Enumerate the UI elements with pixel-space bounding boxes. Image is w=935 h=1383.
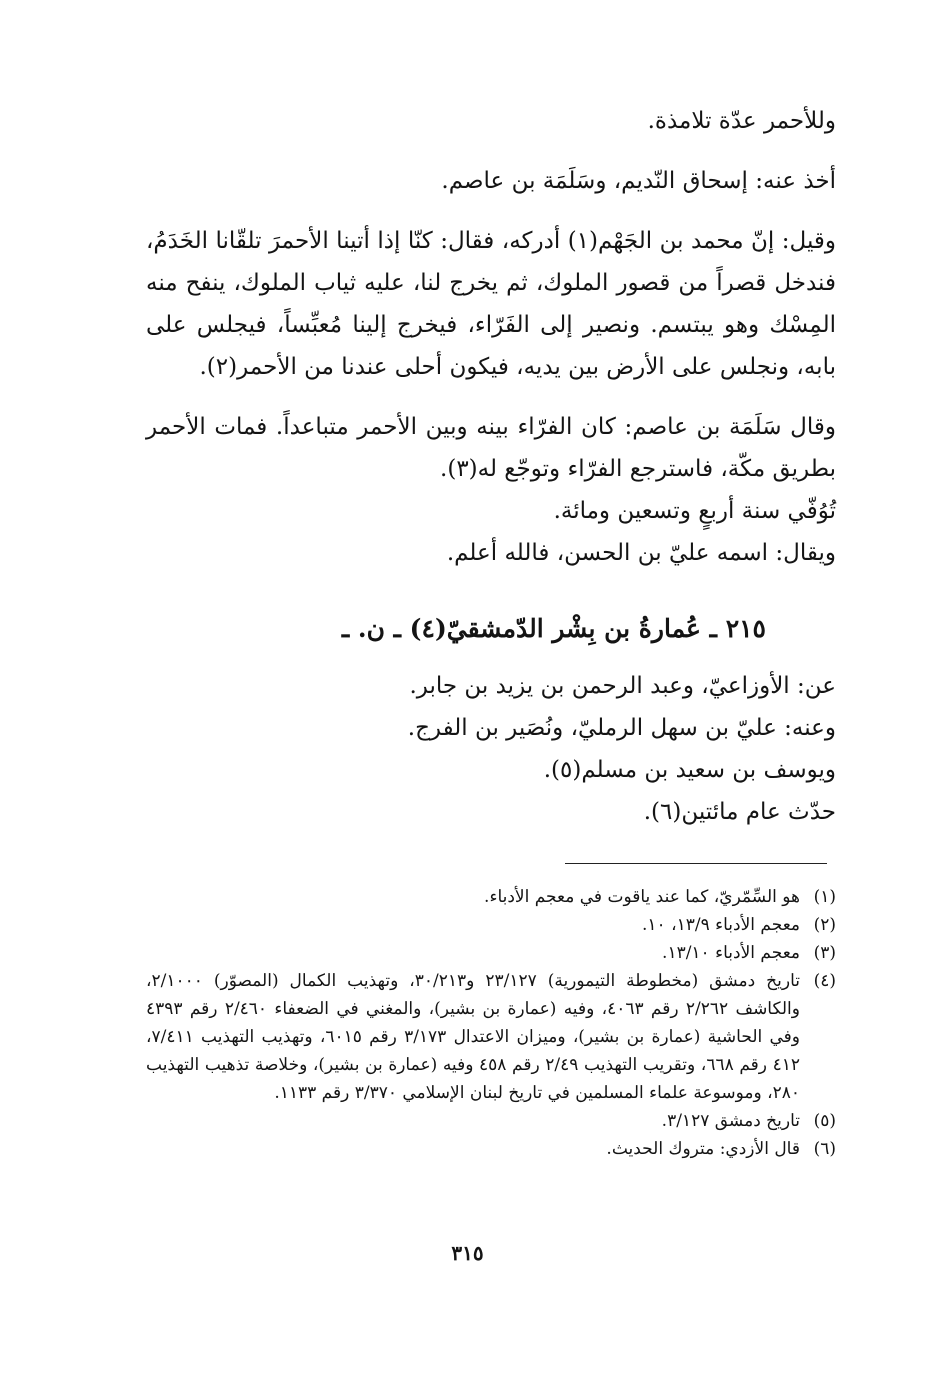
footnote-number: (١) — [813, 887, 836, 907]
footnote-divider — [565, 863, 827, 864]
paragraph-name-note: ويقال: اسمه عليّ بن الحسن، فالله أعلم. — [446, 540, 836, 566]
footnote-text: تاريخ دمشق ٣/١٢٧. — [661, 1111, 800, 1131]
entry-line-from: عن: الأوزاعيّ، وعبد الرحمن بن يزيد بن جابر. — [409, 673, 836, 699]
footnote — [146, 911, 836, 939]
footnote-text: معجم الأدباء ١٣/٩، ١٠. — [642, 915, 800, 935]
paragraph-narrators: أخذ عنه: إسحاق النّديم، وسَلَمَة بن عاصم. — [441, 168, 836, 194]
entry-line-narrated: حدّث عام مائتين(٦). — [643, 799, 836, 825]
footnote-number: (٦) — [813, 1139, 836, 1159]
footnote — [146, 1107, 836, 1135]
entry-heading: ٢١٥ ـ عُمارةُ بن بِشْر الدّمشقيّ(٤) ـ ن. ـ — [341, 614, 766, 643]
footnote-number: (٤) — [813, 971, 836, 991]
footnotes — [146, 883, 836, 1163]
footnote-number: (٣) — [813, 943, 836, 963]
footnote — [146, 883, 836, 911]
biography-body — [146, 100, 836, 574]
footnote — [146, 1135, 836, 1163]
footnote-text: تاريخ دمشق (مخطوطة التيمورية) ٢٣/١٢٧ و٣٠/٢١٣، وتهذيب الكمال (المصوّر) ٢/١٠٠٠، والكاشف ٢/٢٦٢ رقم ٤٠٦٣، وفيه (عمارة بن بشير)، والمغني في الضعفاء ٢/٤٦٠ رقم ٤٣٩٣ وفي الحاشية (عمارة بن بشير)، وميزان الاعتدال ٣/١٧٣ رقم ٦٠١٥، وتهذيب التهذيب ٧/٤١١، ٤١٢ رقم ٦٦٨، وتقريب التهذيب ٢/٤٩ رقم ٤٥٨ وفيه (عمارة بن بشير)، وخلاصة تذهيب التهذيب ٢٨٠، وموسوعة علماء المسلمين في تاريخ لبنان الإسلامي ٣/٣٧٠ رقم ١١٣٣. — [146, 971, 800, 1103]
footnote-text: قال الأزدي: متروك الحديث. — [606, 1139, 800, 1159]
footnote-text: معجم الأدباء ١٣/١٠. — [662, 943, 800, 963]
footnote-number: (٢) — [813, 915, 836, 935]
footnote — [146, 967, 836, 1107]
paragraph-students: وللأحمر عدّة تلامذة. — [647, 108, 836, 134]
paragraph-death: تُوُفّي سنة أربعٍ وتسعين ومائة. — [553, 498, 836, 524]
footnote — [146, 939, 836, 967]
entry-line-yusuf: ويوسف بن سعيد بن مسلم(٥). — [543, 757, 836, 783]
entry-body — [146, 665, 836, 833]
footnote-text: هو السِّمّريّ، كما عند ياقوت في معجم الأدباء. — [484, 887, 800, 907]
footnote-number: (٥) — [813, 1111, 836, 1131]
paragraph-anecdote: وقيل: إنّ محمد بن الجَهْم(١) أدركه، فقال: كنّا إذا أتينا الأحمرَ تلقّانا الخَدَمُ، فندخل قصراً من قصور الملوك، ثم يخرج لنا، عليه ثياب الملوك، ينفح منه المِسْك وهو يبتسم. ونصير إلى الفَرّاء، فيخرج إلينا مُعبِّساً، فيجلس على بابه، ونجلس على الأرض بين يديه، فيكون أحلى عندنا من الأحمر(٢). — [146, 228, 836, 380]
page-number: ٣١٥ — [451, 1241, 484, 1265]
entry-line-by: وعنه: عليّ بن سهل الرمليّ، ونُصَير بن الفرج. — [407, 715, 836, 741]
paragraph-salama: وقال سَلَمَة بن عاصم: كان الفرّاء بينه وبين الأحمر متباعداً. فمات الأحمر بطريق مكّة، فاسترجع الفرّاء وتوجّع له(٣). — [146, 414, 836, 482]
